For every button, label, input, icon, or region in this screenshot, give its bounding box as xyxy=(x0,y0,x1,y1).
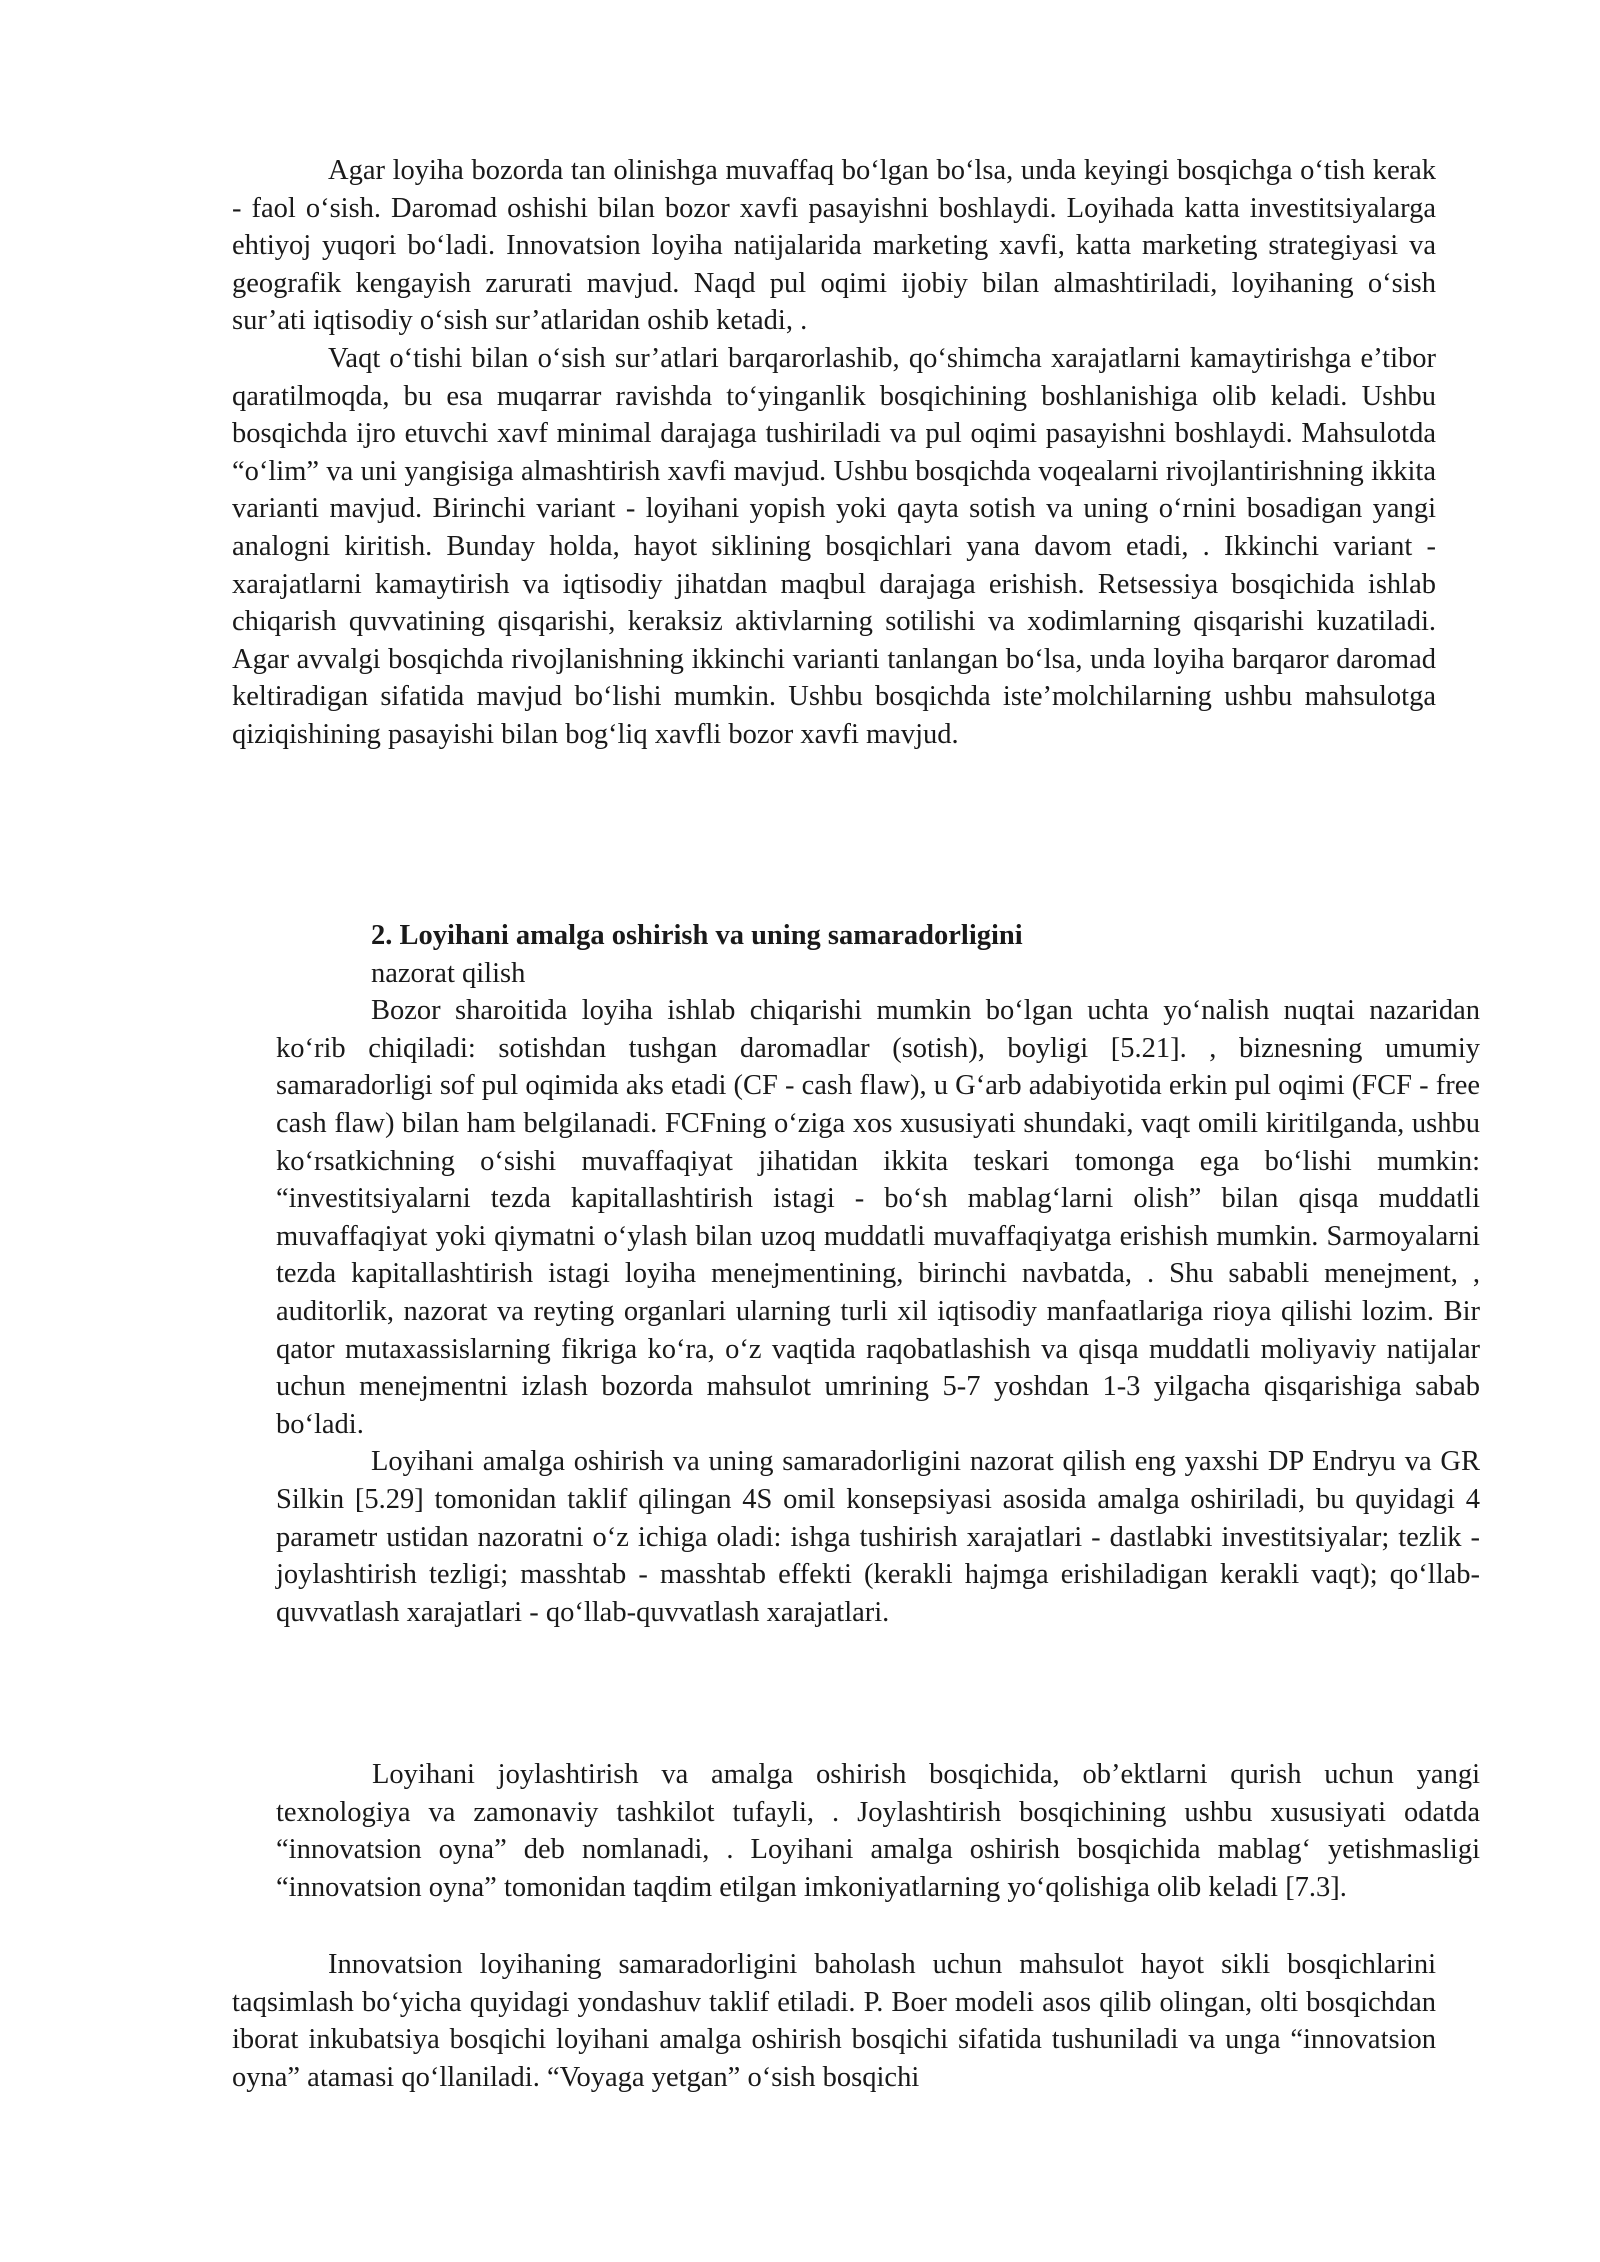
paragraph: Vaqt o‘tishi bilan o‘sish sur’atlari barqarorlashib, qo‘shimcha xarajatlarni kamaytirishga e’tibor qaratilmoqda, bu esa muqarrar ravishda to‘yinganlik bosqichining boshlanishiga olib keladi. Ushbu bosqichda ijro etuvchi xavf minimal darajaga tushiriladi va pul oqimi pasayishni boshlaydi. Mahsulotda “o‘lim” va uni yangisiga almashtirish xavfi mavjud. Ushbu bosqichda voqealarni rivojlantirishning ikkita varianti mavjud. Birinchi variant - loyihani yopish yoki qayta sotish va uning o‘rnini bosadigan yangi analogni kiritish. Bunday holda, hayot siklining bosqichlari yana davom etadi, . Ikkinchi variant - xarajatlarni kamaytirish va iqtisodiy jihatdan maqbul darajaga erishish. Retsessiya bosqichida ishlab chiqarish quvvatining qisqarishi, keraksiz aktivlarning sotilishi va xodimlarning qisqarishi kuzatiladi. Agar avvalgi bosqichda rivojlanishning ikkinchi varianti tanlangan bo‘lsa, unda loyiha barqaror daromad keltiradigan sifatida mavjud bo‘lishi mumkin. Ushbu bosqichda iste’molchilarning ushbu mahsulotga qiziqishining pasayishi bilan bog‘liq xavfli bozor xavfi mavjud. xyxy=(232,342,1436,750)
section-heading: 2. Loyihani amalga oshirish va uning samaradorligini xyxy=(371,920,1023,951)
section-heading-continuation: nazorat qilish xyxy=(371,957,526,989)
body-text-bottom xyxy=(232,1946,1436,2096)
body-text-top xyxy=(232,152,1436,754)
paragraph: Bozor sharoitida loyiha ishlab chiqarishi mumkin bo‘lgan uchta yo‘nalish nuqtai nazaridan ko‘rib chiqiladi: sotishdan tushgan daromadlar (sotish), boyligi [5.21]. , biznesning umumiy samaradorligi sof pul oqimida aks etadi (CF - cash flaw), u G‘arb adabiyotida erkin pul oqimi (FCF - free cash flaw) bilan ham belgilanadi. FCFning o‘ziga xos xususiyati shundaki, vaqt omili kiritilganda, ushbu ko‘rsatkichning o‘sishi muvaffaqiyat jihatidan ikkita teskari tomonga ega bo‘lishi mumkin: “investitsiyalarni tezda kapitallashtirish istagi - bo‘sh mablag‘larni olish” bilan qisqa muddatli muvaffaqiyat yoki qiymatni o‘ylash bilan uzoq muddatli muvaffaqiyatga erishish mumkin. Sarmoyalarni tezda kapitallashtirish istagi loyiha menejmentining, birinchi navbatda, . Shu sababli menejment, , auditorlik, nazorat va reyting organlari ularning turli xil iqtisodiy manfaatlariga rioya qilishi lozim. Bir qator mutaxassislarning fikriga ko‘ra, o‘z vaqtida raqobatlashish va qisqa muddatli moliyaviy natijalar uchun menejmentni izlash bozorda mahsulot umrining 5-7 yoshdan 1-3 yilgacha qisqarishiga sabab bo‘ladi. xyxy=(276,995,1480,1440)
section-2 xyxy=(276,917,1480,1631)
paragraph: Loyihani joylashtirish va amalga oshirish bosqichida, ob’ektlarni qurish uchun yangi texnologiya va zamonaviy tashkilot tufayli, . Joylashtirish bosqichining ushbu xususiyati odatda “innovatsion oyna” deb nomlanadi, . Loyihani amalga oshirish bosqichida mablag‘ yetishmasligi “innovatsion oyna” tomonidan taqdim etilgan imkoniyatlarning yo‘qolishiga olib keladi [7.3]. xyxy=(276,1759,1480,1903)
paragraph: Innovatsion loyihaning samaradorligini baholash uchun mahsulot hayot sikli bosqichlarini taqsimlash bo‘yicha quyidagi yondashuv taklif etiladi. P. Boer modeli asos qilib olingan, olti bosqichdan iborat inkubatsiya bosqichi loyihani amalga oshirish bosqichi sifatida tushuniladi va unga “innovatsion oyna” atamasi qo‘llaniladi. “Voyaga yetgan” o‘sish bosqichi xyxy=(232,1949,1436,2093)
body-text-innovation-window xyxy=(276,1756,1480,1906)
paragraph: Loyihani amalga oshirish va uning samaradorligini nazorat qilish eng yaxshi DP Endryu va GR Silkin [5.29] tomonidan taklif qilingan 4S omil konsepsiyasi asosida amalga oshiriladi, bu quyidagi 4 parametr ustidan nazoratni o‘z ichiga oladi: ishga tushirish xarajatlari - dastlabki investitsiyalar; tezlik - joylashtirish tezligi; masshtab - masshtab effekti (kerakli hajmga erishiladigan kerakli vaqt); qo‘llab-quvvatlash xarajatlari - qo‘llab-quvvatlash xarajatlari. xyxy=(276,1446,1480,1628)
paragraph: Agar loyiha bozorda tan olinishga muvaffaq bo‘lgan bo‘lsa, unda keyingi bosqichga o‘tish kerak - faol o‘sish. Daromad oshishi bilan bozor xavfi pasayishni boshlaydi. Loyihada katta investitsiyalarga ehtiyoj yuqori bo‘ladi. Innovatsion loyiha natijalarida marketing xavfi, katta marketing strategiyasi va geografik kengayish zarurati mavjud. Naqd pul oqimi ijobiy bilan almashtiriladi, loyihaning o‘sish sur’ati iqtisodiy o‘sish sur’atlaridan oshib ketadi, . xyxy=(232,155,1436,337)
